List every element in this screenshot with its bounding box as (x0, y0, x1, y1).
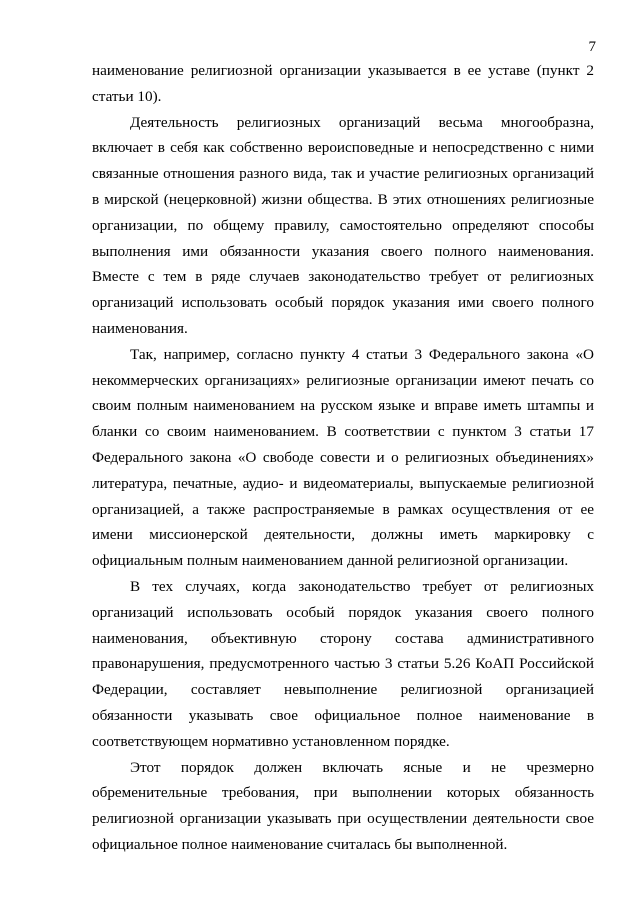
paragraph-religious-activity: Деятельность религиозных организаций весьма многообразна, включает в себя как собственно вероисповедные и непосредственно с ними связанные отношения разного вида, так и участие религиозных организаций в мирской (нецерковной) жизни общества. В этих отношениях религиозные организации, по общему правилу, самостоятельно определяют способы выполнения ими обязанности указания своего полного наименования. Вместе с тем в ряде случаев законодательство требует от религиозных организаций использовать особый порядок указания ими своего полного наименования. (92, 113, 594, 337)
page-number: 7 (588, 39, 596, 55)
paragraph-requirements: Этот порядок должен включать ясные и не чрезмерно обременительные требования, при выполнении которых обязанность религиозной организации указывать при осуществлении деятельности свое официальное полное наименование считалась бы выполненной. (92, 758, 594, 853)
paragraph-administrative-offense: В тех случаях, когда законодательство требует от религиозных организаций использовать особый порядок указания своего полного наименования, объективную сторону состава административного правонарушения, предусмотренного частью 3 статьи 5.26 КоАП Российской Федерации, составляет невыполнение религиозной организацией обязанности указывать свое официальное полное наименование в соответствующем нормативно установленном порядке. (92, 577, 594, 750)
paragraph-federal-law-examples: Так, например, согласно пункту 4 статьи 3 Федерального закона «О некоммерческих организациях» религиозные организации имеют печать со своим полным наименованием на русском языке и вправе иметь штампы и бланки со своим наименованием. В соответствии с пунктом 3 статьи 17 Федерального закона «О свободе совести и о религиозных объединениях» литература, печатные, аудио- и видеоматериалы, выпускаемые религиозной организацией, а также распространяемые в рамках осуществления от ее имени миссионерской деятельности, должны иметь маркировку с официальным полным наименованием данной религиозной организации. (92, 345, 594, 570)
body-text (92, 58, 594, 858)
paragraph-continuation: наименование религиозной организации указывается в ее уставе (пункт 2 статьи 10). (92, 62, 594, 105)
